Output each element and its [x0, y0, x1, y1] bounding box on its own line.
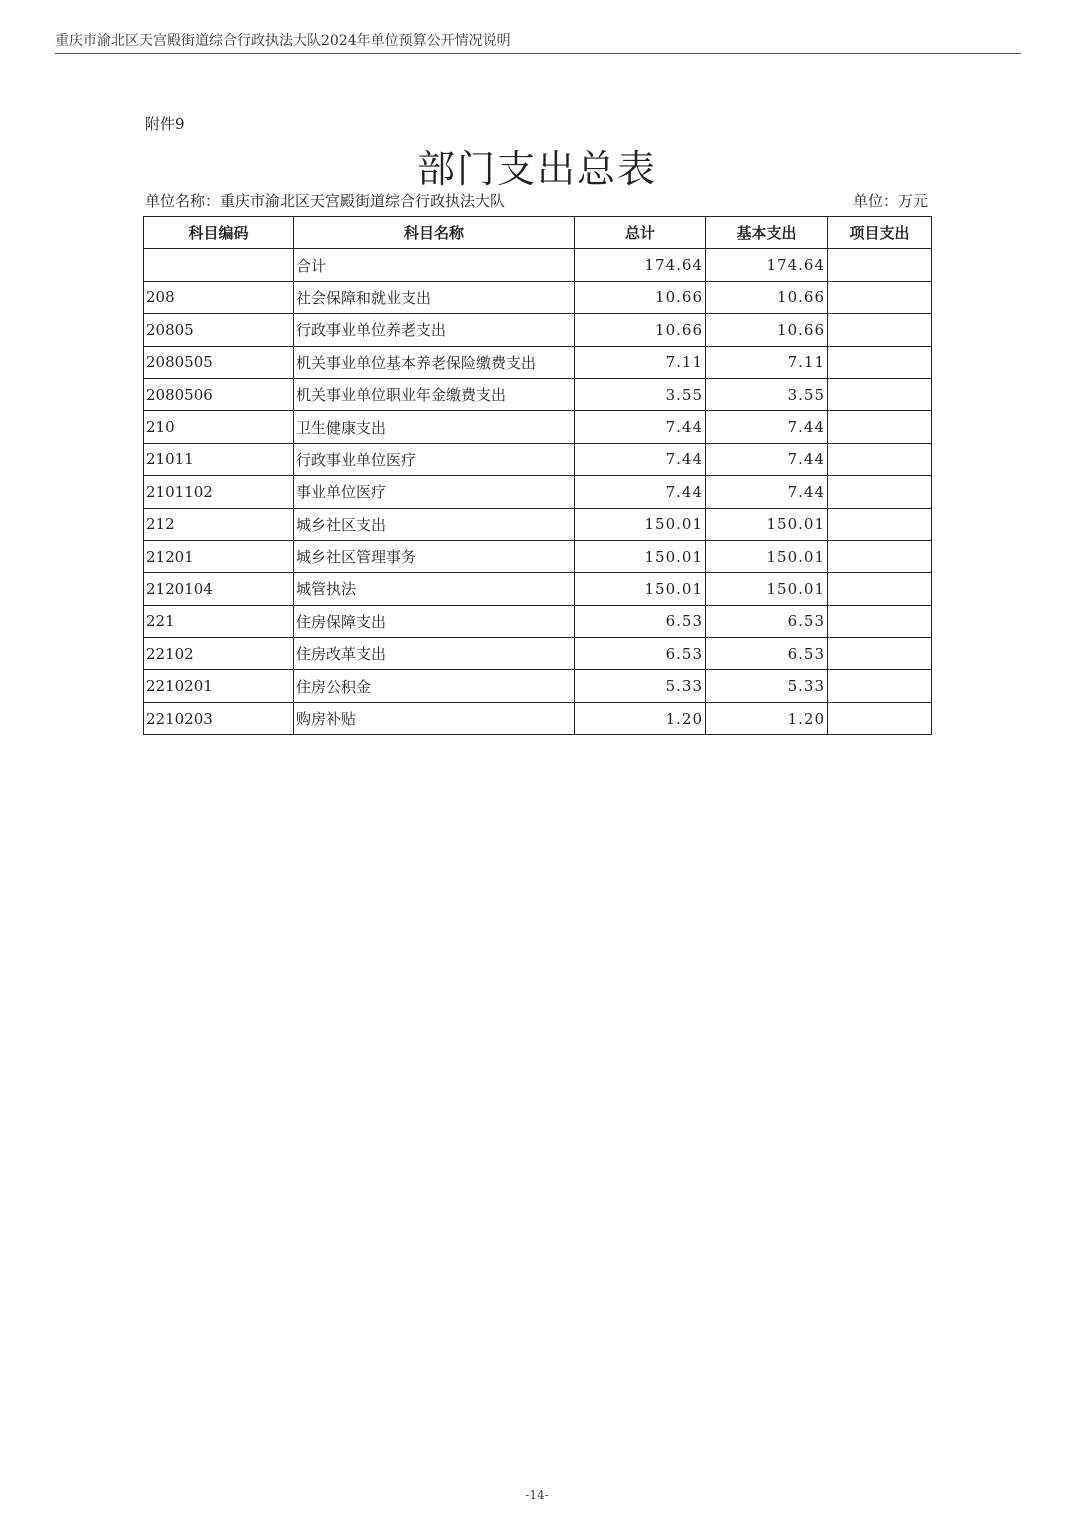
- subject-name-cell: 购房补贴: [294, 702, 575, 734]
- header-total: 总计: [575, 217, 706, 249]
- total-cell: 150.01: [575, 540, 706, 572]
- total-cell: 150.01: [575, 508, 706, 540]
- total-cell: 5.33: [575, 670, 706, 702]
- project-expenditure-cell: [828, 443, 932, 475]
- subject-code-cell: 22102: [144, 638, 294, 670]
- table-row: [144, 573, 932, 605]
- subject-name-cell: 城管执法: [294, 573, 575, 605]
- total-cell: 10.66: [575, 314, 706, 346]
- subject-code-cell: 221: [144, 605, 294, 637]
- table-row: [144, 508, 932, 540]
- subject-name-cell: 住房公积金: [294, 670, 575, 702]
- basic-expenditure-cell: 6.53: [706, 638, 828, 670]
- subject-name-cell: 住房改革支出: [294, 638, 575, 670]
- subject-name-cell: 住房保障支出: [294, 605, 575, 637]
- subject-name-cell: 行政事业单位养老支出: [294, 314, 575, 346]
- total-cell: 7.44: [575, 443, 706, 475]
- project-expenditure-cell: [828, 573, 932, 605]
- project-expenditure-cell: [828, 540, 932, 572]
- table-row: [144, 540, 932, 572]
- total-cell: 3.55: [575, 378, 706, 410]
- subject-name-cell: 机关事业单位职业年金缴费支出: [294, 378, 575, 410]
- total-cell: 6.53: [575, 638, 706, 670]
- project-expenditure-cell: [828, 314, 932, 346]
- subject-code-cell: 2210201: [144, 670, 294, 702]
- project-expenditure-cell: [828, 476, 932, 508]
- subject-name-cell: 城乡社区支出: [294, 508, 575, 540]
- basic-expenditure-cell: 1.20: [706, 702, 828, 734]
- basic-expenditure-cell: 174.64: [706, 249, 828, 281]
- project-expenditure-cell: [828, 702, 932, 734]
- total-cell: 7.11: [575, 346, 706, 378]
- header-project-expenditure: 项目支出: [828, 217, 932, 249]
- table-row: [144, 281, 932, 313]
- basic-expenditure-cell: 7.44: [706, 411, 828, 443]
- table-row: [144, 443, 932, 475]
- project-expenditure-cell: [828, 249, 932, 281]
- basic-expenditure-cell: 6.53: [706, 605, 828, 637]
- document-header: 重庆市渝北区天宫殿街道综合行政执法大队2024年单位预算公开情况说明: [55, 33, 511, 49]
- subject-code-cell: 210: [144, 411, 294, 443]
- total-cell: 1.20: [575, 702, 706, 734]
- project-expenditure-cell: [828, 378, 932, 410]
- expenditure-table: [143, 216, 932, 735]
- basic-expenditure-cell: 10.66: [706, 281, 828, 313]
- basic-expenditure-cell: 5.33: [706, 670, 828, 702]
- table-row: [144, 670, 932, 702]
- header-subject-code: 科目编码: [144, 217, 294, 249]
- total-cell: 10.66: [575, 281, 706, 313]
- subject-name-cell: 卫生健康支出: [294, 411, 575, 443]
- currency-unit: 单位：万元: [852, 192, 928, 210]
- subject-code-cell: [144, 249, 294, 281]
- basic-expenditure-cell: 7.44: [706, 476, 828, 508]
- table-row: [144, 314, 932, 346]
- subject-code-cell: 2080506: [144, 378, 294, 410]
- table-header-row: [144, 217, 932, 249]
- table-row: [144, 411, 932, 443]
- page-number: -14-: [525, 1488, 549, 1502]
- table-row: [144, 605, 932, 637]
- subject-code-cell: 21201: [144, 540, 294, 572]
- subject-name-cell: 合计: [294, 249, 575, 281]
- subject-name-cell: 行政事业单位医疗: [294, 443, 575, 475]
- subject-name-cell: 社会保障和就业支出: [294, 281, 575, 313]
- total-cell: 7.44: [575, 411, 706, 443]
- table-row: [144, 638, 932, 670]
- organization-name: 单位名称：重庆市渝北区天宫殿街道综合行政执法大队: [145, 192, 506, 210]
- header-divider: [55, 53, 1021, 54]
- table-row: [144, 702, 932, 734]
- subject-code-cell: 208: [144, 281, 294, 313]
- basic-expenditure-cell: 150.01: [706, 508, 828, 540]
- subject-name-cell: 事业单位医疗: [294, 476, 575, 508]
- subject-code-cell: 212: [144, 508, 294, 540]
- unit-info-row: [145, 190, 930, 211]
- subject-name-cell: 城乡社区管理事务: [294, 540, 575, 572]
- header-basic-expenditure: 基本支出: [706, 217, 828, 249]
- total-cell: 150.01: [575, 573, 706, 605]
- total-cell: 7.44: [575, 476, 706, 508]
- project-expenditure-cell: [828, 411, 932, 443]
- project-expenditure-cell: [828, 508, 932, 540]
- project-expenditure-cell: [828, 281, 932, 313]
- basic-expenditure-cell: 150.01: [706, 573, 828, 605]
- table-row: [144, 249, 932, 281]
- basic-expenditure-cell: 150.01: [706, 540, 828, 572]
- basic-expenditure-cell: 7.44: [706, 443, 828, 475]
- table-row: [144, 346, 932, 378]
- total-cell: 6.53: [575, 605, 706, 637]
- subject-code-cell: 2101102: [144, 476, 294, 508]
- subject-code-cell: 20805: [144, 314, 294, 346]
- total-cell: 174.64: [575, 249, 706, 281]
- project-expenditure-cell: [828, 605, 932, 637]
- subject-code-cell: 2210203: [144, 702, 294, 734]
- subject-code-cell: 2120104: [144, 573, 294, 605]
- header-subject-name: 科目名称: [294, 217, 575, 249]
- project-expenditure-cell: [828, 346, 932, 378]
- page-title: 部门支出总表: [416, 147, 657, 191]
- subject-code-cell: 2080505: [144, 346, 294, 378]
- basic-expenditure-cell: 10.66: [706, 314, 828, 346]
- project-expenditure-cell: [828, 638, 932, 670]
- project-expenditure-cell: [828, 670, 932, 702]
- table-row: [144, 378, 932, 410]
- subject-name-cell: 机关事业单位基本养老保险缴费支出: [294, 346, 575, 378]
- basic-expenditure-cell: 3.55: [706, 378, 828, 410]
- basic-expenditure-cell: 7.11: [706, 346, 828, 378]
- attachment-label: 附件9: [145, 115, 185, 133]
- table-row: [144, 476, 932, 508]
- subject-code-cell: 21011: [144, 443, 294, 475]
